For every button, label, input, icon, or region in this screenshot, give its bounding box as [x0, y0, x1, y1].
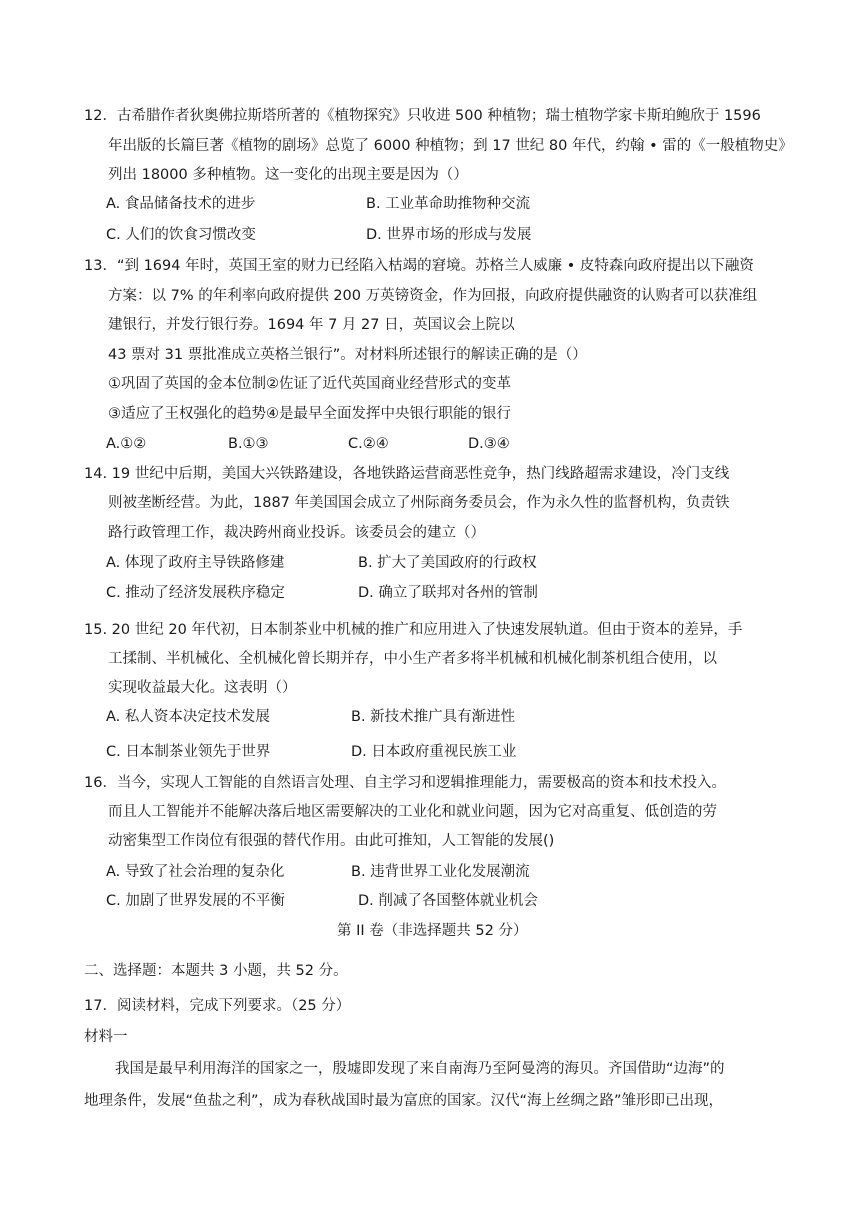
q13-option-d: D.③④ — [468, 436, 510, 452]
section-2-title: 第 II 卷（非选择题共 52 分） — [337, 923, 528, 939]
q16-option-c: C. 加剧了世界发展的不平衡 — [106, 893, 285, 909]
q14-line-2: 则被垄断经营。为此，1887 年美国国会成立了州际商务委员会，作为永久性的监督机构，负责铁 — [108, 495, 730, 511]
q12-option-b: B. 工业革命助推物种交流 — [366, 196, 531, 212]
q14-option-b: B. 扩大了美国政府的行政权 — [358, 555, 537, 571]
q14-option-c: C. 推动了经济发展秩序稳定 — [106, 585, 285, 601]
q14-option-a: A. 体现了政府主导铁路修建 — [106, 555, 285, 571]
q15-option-c: C. 日本制茶业领先于世界 — [106, 744, 271, 760]
q14-line-3: 路行政管理工作，裁决跨州商业投诉。该委员会的建立（） — [108, 525, 485, 541]
q12-option-d: D. 世界市场的形成与发展 — [366, 227, 532, 243]
q16-option-b: B. 违背世界工业化发展潮流 — [351, 864, 530, 880]
material-1-line-2: 地理条件，发展“鱼盐之利”，成为春秋战国时最为富庶的国家。汉代“海上丝绸之路”雏形即已出现， — [84, 1093, 724, 1109]
q14-option-d: D. 确立了联邦对各州的管制 — [358, 585, 538, 601]
material-1-line-1: 我国是最早利用海洋的国家之一，殷墟即发现了来自南海乃至阿曼湾的海贝。齐国借助“边海”的 — [115, 1061, 725, 1077]
q13-line-3: 建银行，并发行银行券。1694 年 7 月 27 日，英国议会上院以 — [108, 317, 515, 333]
q12-option-a: A. 食品储备技术的进步 — [106, 196, 256, 212]
question-17-prompt: 17．阅读材料，完成下列要求。（25 分） — [84, 998, 351, 1014]
q16-option-d: D. 削减了各国整体就业机会 — [358, 893, 538, 909]
material-1-label: 材料一 — [84, 1029, 128, 1045]
q13-option-a: A.①② — [106, 436, 147, 452]
q12-line-1: 12．古希腊作者狄奥佛拉斯塔所著的《植物探究》只收进 500 种植物；瑞士植物学家卡斯珀鲍欣于 1596 — [84, 108, 761, 124]
q15-line-1: 15. 20 世纪 20 年代初，日本制茶业中机械的推广和应用进入了快速发展轨道。但由于资本的差异，手 — [84, 622, 743, 638]
q13-line-2: 方案：以 7% 的年利率向政府提供 200 万英镑资金，作为回报，向政府提供融资的认购者可以获准组 — [108, 288, 758, 304]
q13-statement-3-4: ③适应了王权强化的趋势④是最早全面发挥中央银行职能的银行 — [108, 406, 511, 422]
q15-option-a: A. 私人资本决定技术发展 — [106, 709, 270, 725]
q12-option-c: C. 人们的饮食习惯改变 — [106, 227, 256, 243]
q14-line-1: 14. 19 世纪中后期，美国大兴铁路建设，各地铁路运营商恶性竞争，热门线路超需求建设，冷门支线 — [84, 466, 730, 482]
q13-statement-1-2: ①巩固了英国的金本位制②佐证了近代英国商业经营形式的变革 — [108, 376, 511, 392]
q15-option-d: D. 日本政府重视民族工业 — [351, 744, 517, 760]
q13-option-b: B.①③ — [228, 436, 269, 452]
q15-line-2: 工揉制、半机械化、全机械化曾长期并存，中小生产者多将半机械和机械化制茶机组合使用，以 — [108, 651, 717, 667]
q12-line-2: 年出版的长篇巨著《植物的剧场》总览了 6000 种植物；到 17 世纪 80 年代，约翰 • 雷的《一般植物史》 — [108, 138, 793, 154]
q16-line-3: 动密集型工作岗位有很强的替代作用。由此可推知，人工智能的发展() — [108, 833, 555, 849]
q13-line-1: 13．“到 1694 年时，英国王室的财力已经陷入枯竭的窘境。苏格兰人威廉 • 皮特森向政府提出以下融资 — [84, 258, 754, 274]
q15-line-3: 实现收益最大化。这表明（） — [108, 680, 297, 696]
q16-line-2: 而且人工智能并不能解决落后地区需要解决的工业化和就业问题，因为它对高重复、低创造的劳 — [108, 804, 717, 820]
q16-line-1: 16．当今，实现人工智能的自然语言处理、自主学习和逻辑推理能力，需要极高的资本和技术投入。 — [84, 775, 726, 791]
q15-option-b: B. 新技术推广具有渐进性 — [351, 709, 516, 725]
section-2-heading: 二、选择题：本题共 3 小题，共 52 分。 — [84, 963, 348, 979]
q12-line-3: 列出 18000 多种植物。这一变化的出现主要是因为（） — [108, 167, 468, 183]
q13-line-4: 43 票对 31 票批准成立英格兰银行”。对材料所述银行的解读正确的是（） — [108, 347, 587, 363]
q16-option-a: A. 导致了社会治理的复杂化 — [106, 864, 285, 880]
q13-option-c: C.②④ — [348, 436, 389, 452]
